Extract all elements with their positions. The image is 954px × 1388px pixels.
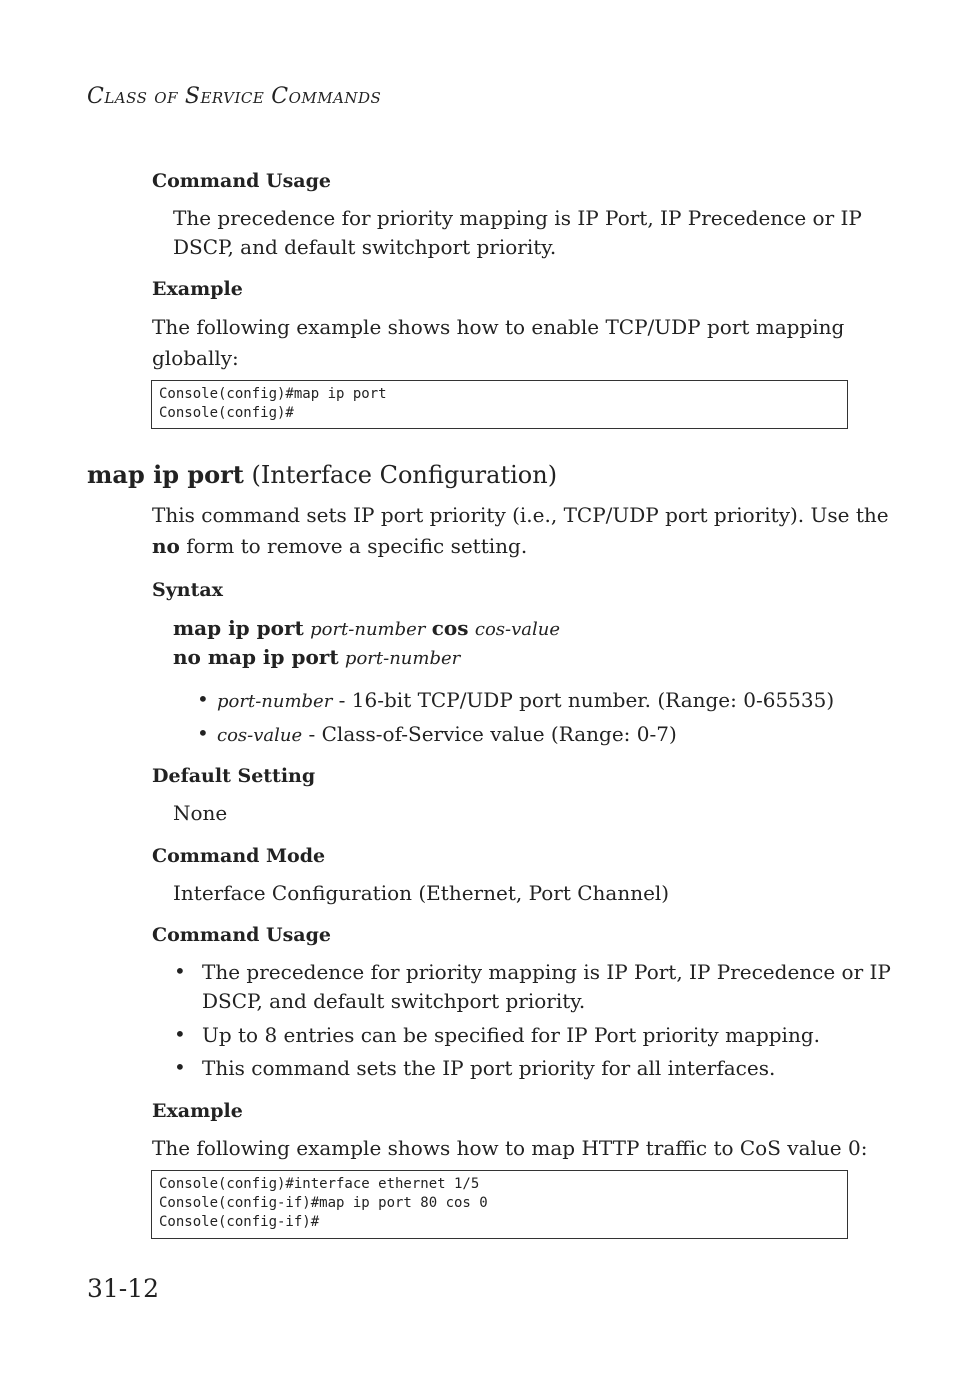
param-item xyxy=(217,685,834,717)
example-heading-1: Example xyxy=(152,278,243,300)
param-desc: - Class-of-Service value (Range: 0-7) xyxy=(308,722,677,746)
usage-text-2: DSCP, and default switchport priority. xyxy=(173,235,557,259)
example-heading-2: Example xyxy=(152,1100,243,1122)
code-line: Console(config)#map ip port xyxy=(159,386,387,402)
bullet: • xyxy=(197,687,209,711)
syntax-arg: port-number xyxy=(310,619,426,640)
command-mode-heading: Command Mode xyxy=(152,845,326,867)
usage-text-1: The precedence for priority mapping is IP Port, IP Precedence or IP xyxy=(173,206,862,230)
syntax-keyword: cos xyxy=(431,616,469,640)
param-name: port-number xyxy=(217,691,333,712)
syntax-line-2 xyxy=(173,642,460,674)
code-block-2 xyxy=(151,1170,848,1239)
code-line: Console(config)# xyxy=(159,405,294,421)
usage-item: This command sets the IP port priority for all interfaces. xyxy=(202,1056,776,1080)
usage-item: The precedence for priority mapping is IP Port, IP Precedence or IP xyxy=(202,960,891,984)
param-name: cos-value xyxy=(217,725,303,746)
default-setting-value: None xyxy=(173,801,228,825)
default-setting-heading: Default Setting xyxy=(152,765,316,787)
header-of: OF xyxy=(154,89,179,107)
header-c2: C xyxy=(271,84,289,109)
bullet: • xyxy=(174,1022,186,1046)
command-mode-value: Interface Configuration (Ethernet, Port Channel) xyxy=(173,881,670,905)
param-item xyxy=(217,719,677,751)
bullet: • xyxy=(197,721,209,745)
no-keyword: no xyxy=(152,534,180,558)
usage-item: Up to 8 entries can be specified for IP Port priority mapping. xyxy=(202,1023,820,1047)
description-rest: form to remove a specific setting. xyxy=(186,534,528,558)
code-line: Console(config-if)# xyxy=(159,1214,320,1230)
section-title-command: map ip port xyxy=(87,460,244,489)
syntax-heading: Syntax xyxy=(152,579,223,601)
header-c: C xyxy=(87,84,105,109)
example-text-1b: globally: xyxy=(152,346,239,370)
syntax-line-1 xyxy=(173,613,560,645)
description-line-1: This command sets IP port priority (i.e., TCP/UDP port priority). Use the xyxy=(152,503,889,527)
example-text-2: The following example shows how to map HTTP traffic to CoS value 0: xyxy=(152,1136,868,1160)
header-ommands: OMMANDS xyxy=(288,89,382,107)
command-usage-heading-1: Command Usage xyxy=(152,170,331,192)
example-text-1a: The following example shows how to enable TCP/UDP port mapping xyxy=(152,315,845,339)
syntax-command: map ip port xyxy=(173,616,304,640)
code-block-1 xyxy=(151,380,848,429)
header-ervice: ERVICE xyxy=(200,89,265,107)
code-line: Console(config)#interface ethernet 1/5 xyxy=(159,1176,480,1192)
header-s: S xyxy=(184,84,201,109)
syntax-arg: cos-value xyxy=(474,619,561,640)
bullet: • xyxy=(174,959,186,983)
syntax-command: no map ip port xyxy=(173,645,339,669)
header-lass: LASS xyxy=(104,89,148,107)
syntax-arg: port-number xyxy=(344,648,461,669)
code-line: Console(config-if)#map ip port 80 cos 0 xyxy=(159,1195,488,1211)
section-title-context: (Interface Configuration) xyxy=(251,461,558,489)
usage-item-cont: DSCP, and default switchport priority. xyxy=(202,989,586,1013)
running-header xyxy=(87,84,381,109)
page-number: 31-12 xyxy=(87,1274,160,1303)
param-desc: - 16-bit TCP/UDP port number. (Range: 0-65535) xyxy=(338,688,835,712)
section-title xyxy=(87,460,557,489)
description-line-2 xyxy=(152,531,527,561)
bullet: • xyxy=(174,1055,186,1079)
command-usage-heading-2: Command Usage xyxy=(152,924,331,946)
